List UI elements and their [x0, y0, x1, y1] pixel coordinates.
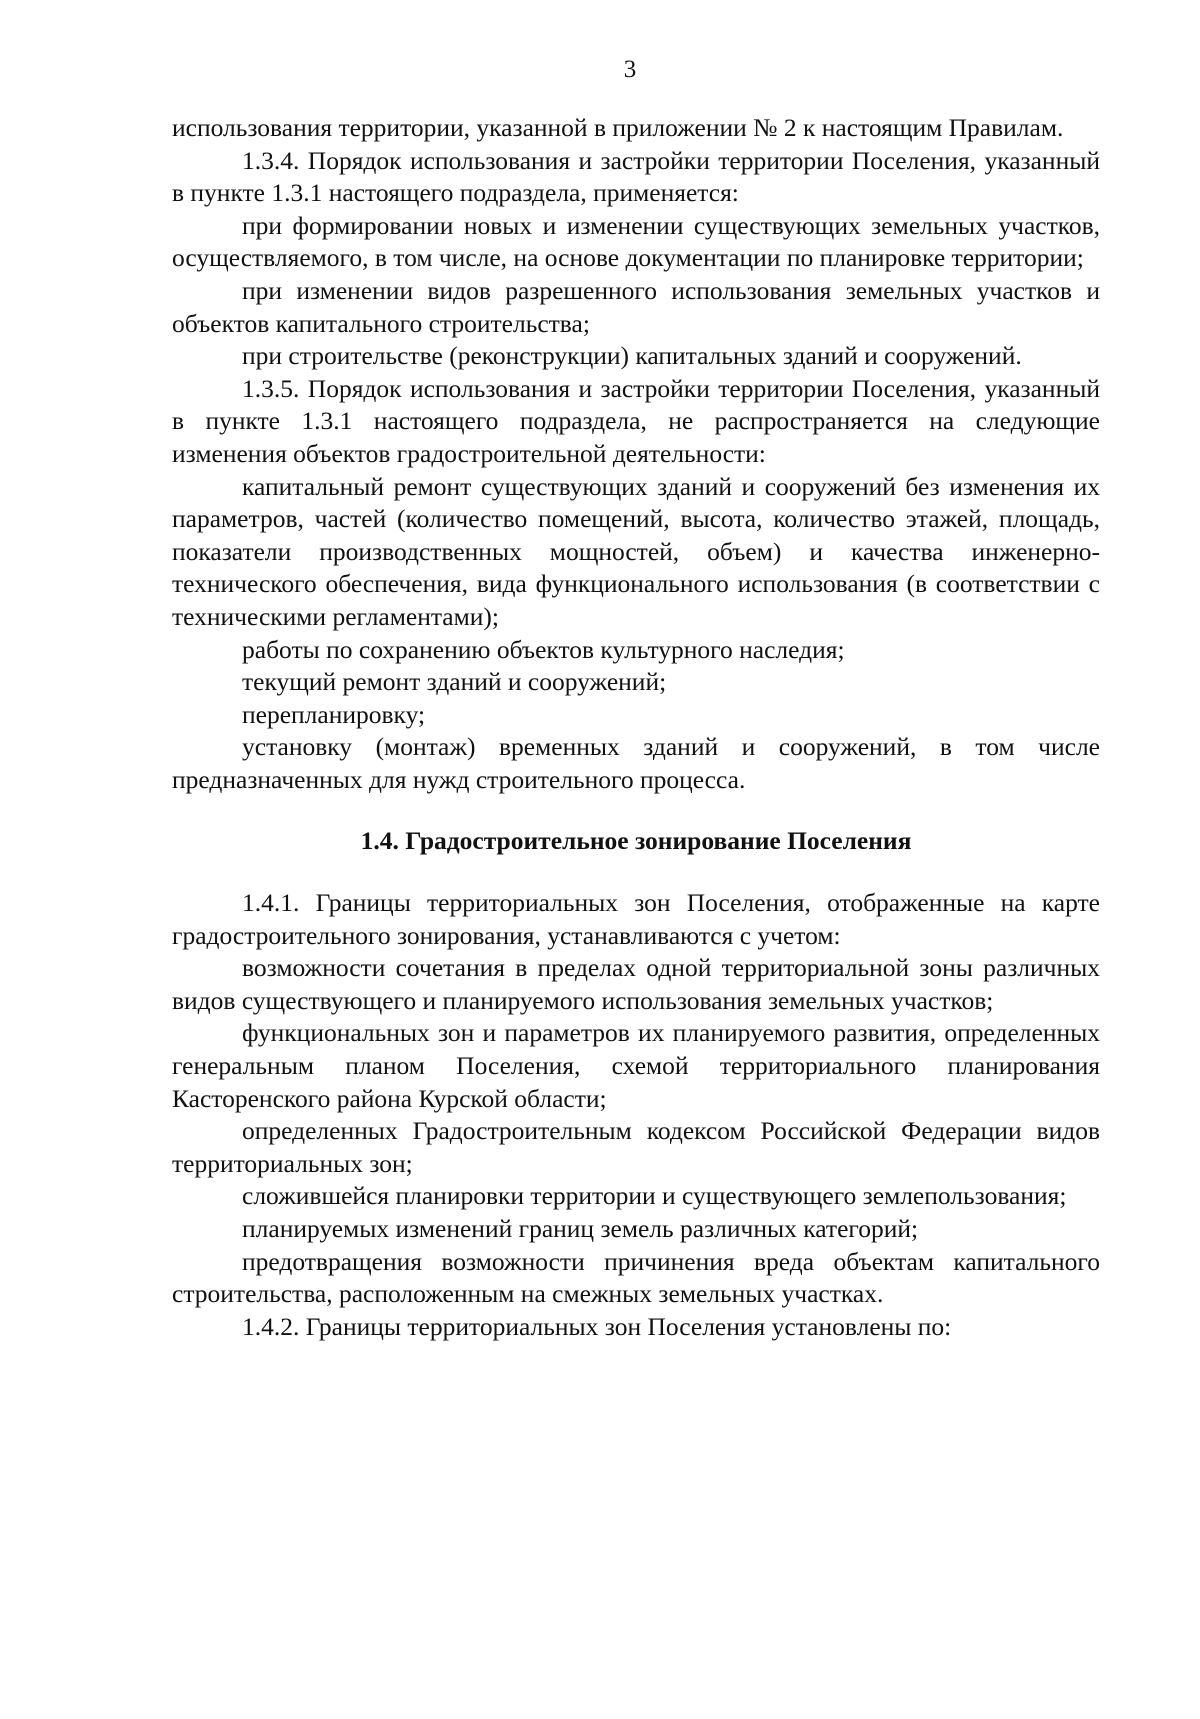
paragraph-1-4-2: 1.4.2. Границы территориальных зон Поселения установлены по:: [242, 1311, 952, 1341]
list-item: перепланировку;: [242, 699, 426, 729]
list-item: установку (монтаж) временных зданий и сооружений, в том числе предназначенных для нужд строительного процесса.: [172, 732, 1100, 794]
document-body: [172, 112, 1100, 1343]
list-item: определенных Градостроительным кодексом Российской Федерации видов территориальных зон;: [172, 1116, 1100, 1178]
section-heading: 1.4. Градостроительное зонирование Поселения: [360, 826, 912, 856]
paragraph-1-3-5: 1.3.5. Порядок использования и застройки территории Поселения, указанный в пункте 1.3.1 настоящего подраздела, не распространяется на следующие изменения объектов градостроительной деятельности:: [172, 373, 1100, 468]
list-item: работы по сохранению объектов культурного наследия;: [242, 634, 845, 664]
list-item: текущий ремонт зданий и сооружений;: [242, 667, 667, 697]
paragraph-1-4-1: 1.4.1. Границы территориальных зон Поселения, отображенные на карте градостроительного зонирования, устанавливаются с учетом:: [172, 888, 1100, 950]
paragraph-1-3-4: 1.3.4. Порядок использования и застройки территории Поселения, указанный в пункте 1.3.1 настоящего подраздела, применяется:: [172, 145, 1100, 208]
list-item: возможности сочетания в пределах одной территориальной зоны различных видов существующего и планируемого использования земельных участков;: [172, 953, 1100, 1015]
list-item: при изменении видов разрешенного использования земельных участков и объектов капитального строительства;: [172, 275, 1100, 338]
paragraph-continuation: использования территории, указанной в приложении № 2 к настоящим Правилам.: [172, 113, 1064, 142]
list-item: при строительстве (реконструкции) капитальных зданий и сооружений.: [242, 341, 1022, 371]
list-item: капитальный ремонт существующих зданий и сооружений без изменения их параметров, частей (количество помещений, высота, количество этажей, площадь, показатели производственных мощностей, объем) и качества инженерно-технического обеспечения, вида функционального использования (в соответствии с техническими регламентами);: [172, 471, 1100, 631]
list-item: сложившейся планировки территории и существующего землепользования;: [242, 1181, 1067, 1211]
list-item: при формировании новых и изменении существующих земельных участков, осуществляемого, в том числе, на основе документации по планировке территории;: [172, 210, 1100, 273]
list-item: функциональных зон и параметров их планируемого развития, определенных генеральным планом Поселения, схемой территориального планирования Касторенского района Курской области;: [172, 1018, 1100, 1113]
list-item: планируемых изменений границ земель различных категорий;: [242, 1214, 919, 1243]
list-item: предотвращения возможности причинения вреда объектам капитального строительства, расположенным на смежных земельных участках.: [172, 1246, 1100, 1309]
page-number: 3: [623, 56, 637, 83]
